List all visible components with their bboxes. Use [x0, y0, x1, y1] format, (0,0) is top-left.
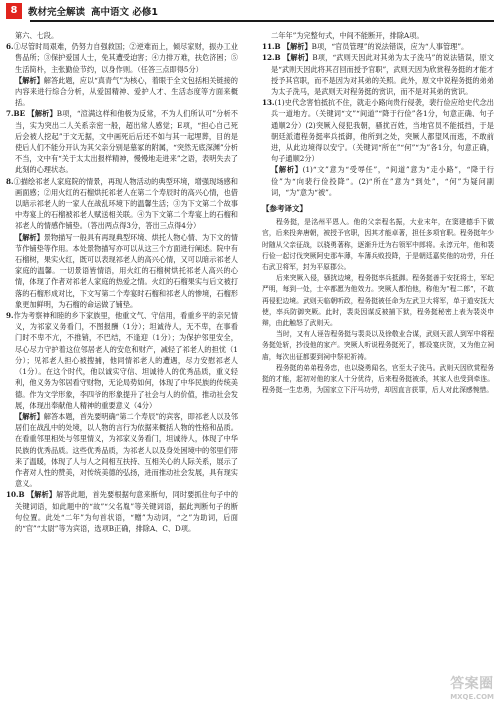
continuation-line: 二年年”为完整句式，中间不能断开，排除A项。 — [271, 31, 424, 40]
course-title: 高中语文 必修1 — [91, 7, 158, 18]
answer-text: ①尽管时局艰难，仍努力自强救国；②逆难而上，倾尽家财，振办工业售品所；③保护爱国人士，免其遭受迫害；④力排万难，扶危济困；⑤生活简朴，主张勤俭节约，以身作则。（任答三点即得5分） — [13, 42, 238, 74]
explanation-text: 解答此题，首先要根据句意来断句，同时要抓住句子中的关键词语，如此题中的“故”“父名胤”等关键词语，据此判断句子的断句位置。此处“二年”为句首状语，“赠”为动词，“之”为助词，后面的“官”“太尉”等为宾语，选项B正确，排除A、C、D项。 — [15, 490, 238, 533]
answer-choice: B — [18, 490, 25, 500]
page-header — [0, 0, 500, 22]
question-9 — [6, 310, 238, 411]
explanation-tag: 【解析】 — [27, 109, 57, 119]
question-number: 8. — [6, 176, 14, 186]
question-8 — [6, 176, 238, 232]
explanation-text: B项，“官员管理”的说法错误，应为“人事管理”。 — [311, 42, 469, 52]
question-number: 9. — [6, 311, 14, 321]
watermark — [450, 673, 494, 701]
question-13 — [262, 97, 494, 164]
explanation-text: 解答本题，首先要明确“第二个寿辰”的宾客，即祁老人以及邻居们在战乱中的处境，以人物的言行为依据来概括人物的性格和品质。在看重邻里相处与邻里情义，为祁家义务看门，坦诚待人，体现了中华民族的优秀品质。这些优秀品质，为祁老人以及身处困境中的邻里们带来了温暖，体现了人与人之间相互扶持、互相关心的人际关系，展示了作者对人性的赞美，对传统美德的弘扬，进而推动社会发展，具有现实意义。 — [15, 411, 238, 489]
explanation-tag: 【解析】 — [15, 75, 44, 85]
explanation-text: (1)“文”意为“受辱任”，“间道”意为“走小路”，“降于行俭”为“向裴行俭投降”。(2)“所在”意为“到处”，“何”为疑问副词，“为”意为“被”。 — [271, 165, 494, 197]
question-number: 10. — [6, 490, 19, 500]
header-rule — [30, 20, 494, 22]
question-number: 11. — [262, 42, 275, 52]
answer-text: (1)史代念害怕抵抗不住，就走小路向贵行侵袭，裴行俭应给史代念出兵一道地方。（关键词“文”“间道”“降于行俭”各1分，句意正确、句子通顺2分）(2)突厥入侵犯我朝，骚扰百姓，当地官员不能抵挡，于是朝廷派遣程务挺率兵抵御，他所到之处，突厥人都望风而逃，不敢前进，从此边境得以安宁。（关键词“所在”“何”“为”各1分，句意正确，句子通顺2分） — [271, 98, 494, 164]
explanation-tag: 【解析】 — [15, 232, 44, 242]
question-number: 7. — [6, 109, 14, 119]
explanation-tag: 【解析】 — [283, 53, 313, 63]
page-number: 8 — [6, 3, 22, 19]
explanation-6 — [6, 75, 238, 109]
explanation-text: B项，“武则天因此对其弟为太子洗马”的说法错误，原文是“武则天因此将其召回而授予官职”，武则天因为欣赏程务挺的才能才授予其官职，而不是因为对其弟的关照。此外，原文中说程务挺的弟弟为太子洗马，是武则天对程务挺的赏识，而不是对其弟的赏识。 — [271, 53, 494, 97]
reference-paragraph: 程务挺的弟弟程务忠，也以骁勇闻名，官至太子洗马。武则天因欣赏程务挺的才能，起初对他的家人十分优待，后来程务挺被杀，其家人也受到牵连。程务挺一生忠勇，为国家立下汗马功劳，却因直言获罪，后人对此深感惋惜。 — [262, 363, 494, 395]
answer-choice: B — [274, 42, 281, 52]
explanation-text: 景物描写一般具有再现典型环境、烘托人物心情、为下文的情节作铺垫等作用。本处景物描写亦可以从这三个方面进行阐述。院中有石榴树，果实火红，既可以表现祁老人的高兴心情，又可以暗示祁老人家庭的温馨。一切景语皆情语，用火红的石榴树烘托祁老人高兴的心情，体现了作者对祁老人家庭的热爱之情。火红的石榴果实与后文被打落的石榴形成对比，下文写第二个寿宴时石榴和祁老人的惨境，石榴形象更加鲜明，为石榴的命运做了铺垫。 — [15, 232, 238, 309]
explanation-8 — [6, 232, 238, 310]
right-column — [262, 30, 494, 397]
question-11 — [262, 41, 494, 52]
explanation-tag: 【解析】 — [26, 490, 57, 500]
explanation-tag: 【解析】 — [15, 411, 44, 421]
explanation-13 — [262, 164, 494, 198]
explanation-tag: 【解析】 — [271, 165, 303, 175]
continuation-line: 第六、七段。 — [15, 31, 59, 40]
reference-paragraph: 后来突厥入侵，骚扰边境，程务挺率兵抵御。程务挺善于安抚将士，军纪严明，每到一处，士卒都愿为他效力。突厥人都怕他，称他为“程二郎”，不敢再侵犯边境。武则天临朝听政，程务挺被任命为左武卫大将军，单于道安抚大使，率兵防御突厥。此时，裴炎因谋反被捕下狱，程务挺秘密上表为裴炎申辩，由此触怒了武则天。 — [262, 274, 494, 328]
reference-translation-heading: 【参考译文】 — [262, 204, 307, 214]
brand-title: 教材完全解读 — [28, 7, 86, 18]
left-column — [6, 30, 238, 534]
reference-paragraph: 程务挺，是洺州平恩人。他的父亲程名振，大业末年，在窦建德手下做官，后来投奔唐朝，被授予官职，因其才能卓著，担任多项官职。程务挺年少时随从父亲征战，以骁勇著称，逐渐升迁为右领军中郎将。永淳元年，他和裴行俭一起讨伐突厥阿史那车薄，车薄兵败投降，于是朝廷嘉奖他的功劳，升任右武卫将军，封为平原郡公。 — [262, 218, 494, 272]
question-12 — [262, 52, 494, 97]
watermark-sub: MXQE.COM — [450, 693, 494, 701]
question-number: 13. — [262, 98, 275, 108]
question-10 — [6, 489, 238, 534]
explanation-text: B项，“渲满这样和他极为反常，不为人们所认可”分析不当，实为突出二人关系亲密一般，超出常人感觉；E项，“担心自己死后会被人挖起”于文无据，文中画死后后还不如与其一起埋葬，目的是使后人们不能分开认为其父亲分别是墓冢的附属，“突然无底深渊”分析不当，文中有“关于太太出报样精神，慢慢地走进来”之语，表明失去了此刻的心理状态。 — [15, 109, 238, 175]
question-7 — [6, 108, 238, 175]
explanation-9 — [6, 411, 238, 489]
reference-paragraph: 当时，又有人诬告程务挺与裴炎以及徐敬业合谋，武则天派人到军中将程务挺处斩，抄没他的家产。突厥人听说程务挺死了，都设宴庆贺，又为他立祠庙，每次出征都要到祠中祭祀祈祷。 — [262, 330, 494, 361]
watermark-main: 答案圈 — [450, 676, 494, 692]
explanation-tag: 【解析】 — [282, 42, 312, 52]
question-number: 12. — [262, 53, 275, 63]
question-6 — [6, 41, 238, 75]
answer-choice: B — [274, 53, 281, 63]
explanation-text: 解答此题，应以“真青气”为核心，着眼于全文包括相关链接的内容来进行综合分析，从爱国精神、爱护人才、生活态度等方面来概括。 — [15, 75, 238, 108]
question-number: 6. — [6, 42, 14, 52]
answer-text: 作为考察神和睦的乡下家族里，他重文气、守信用，看重乡平的亲兄情义，为祁家义务看门，不图报酬（1分）；坦诚待人，无不卑，在事看门时不卑不亢，不推销，不巴结，不逢迎（1分）；为保护邻里安全，尽心尽力守护着这位邻居老人的安危和财产，减轻了祁老人的担忧（1分）；见祁老人担心被搜捕，他同情祁老人的遭遇，尽力安慰祁老人（1分）。在这个时代，他以诚实守信、坦诚待人的优秀品质，重义轻利，他义务为邻居看守财物，无论局势如何，体现了中华民族的传统美德。作为文学形象，李四爷的形象提升了社会与人的价值，推动社会发展，体现出奉献他人精神的重要意义（4分） — [13, 311, 238, 410]
answer-text: ①描绘祁老人家庭院的情景，再现人物活动的典型环境，增强现场感和画面感；②用火红的石榴烘托祁老人在第二个寿辰时的高兴心情，也借以暗示祁老人的一家人在战乱环境下的温馨生活；③为下文第二个故事中寿宴上的石榴被祁老人赋送相关联。④为下文第二个寿宴上的石榴和祁老人的情感作铺垫。（答出两点得3分，答出三点得4分） — [13, 176, 238, 231]
answer-choice: BE — [13, 109, 26, 119]
